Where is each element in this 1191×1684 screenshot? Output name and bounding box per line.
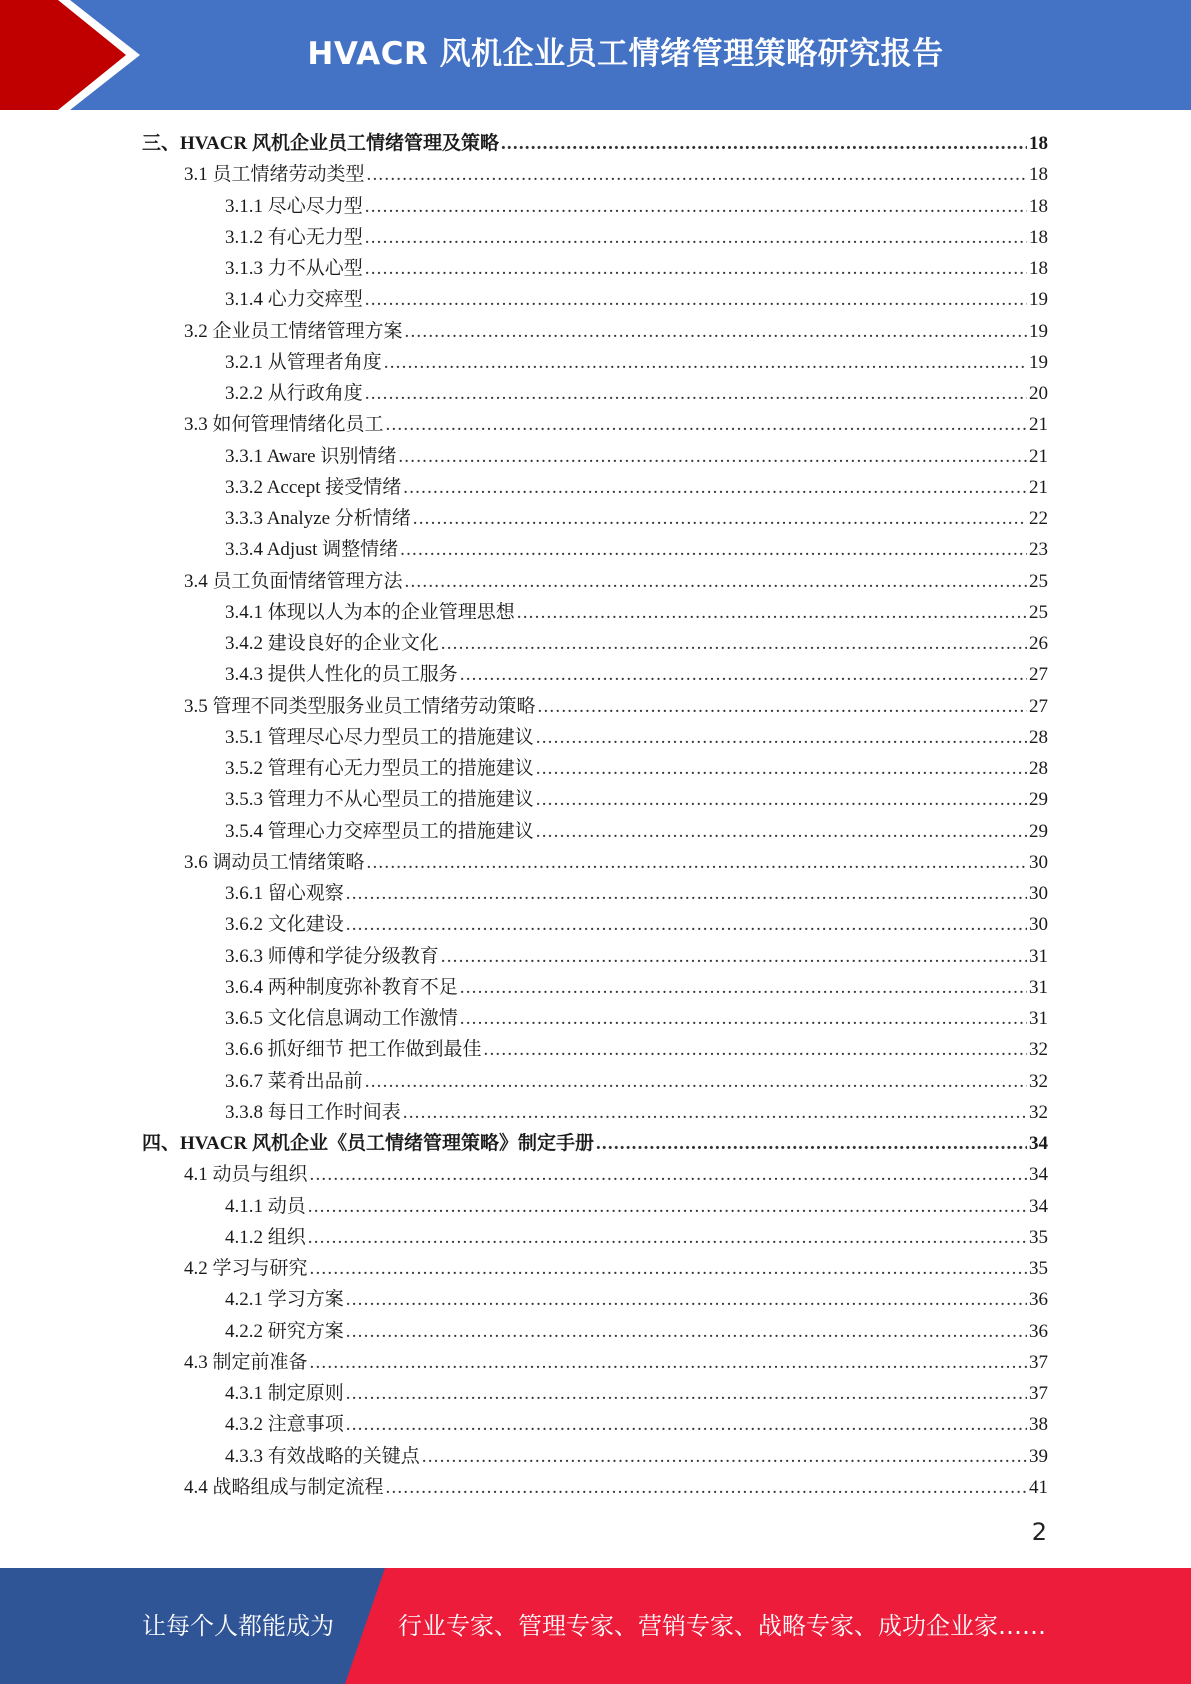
toc-entry-page: 41 (1029, 1476, 1048, 1498)
toc-entry-label: 3.5.4 管理心力交瘁型员工的措施建议 (225, 820, 534, 842)
toc-entry-content (225, 722, 1048, 749)
toc-entry[interactable] (0, 1347, 1191, 1378)
toc-entry[interactable] (0, 1441, 1191, 1472)
toc-entry-page: 34 (1029, 1133, 1048, 1154)
toc-dot-leader (536, 727, 1027, 749)
toc-entry-label: 4.1.2 组织 (225, 1226, 306, 1248)
toc-entry-label: 3.4.1 体现以人为本的企业管理思想 (225, 601, 515, 623)
toc-entry-label: 4.2 学习与研究 (184, 1258, 308, 1279)
toc-entry[interactable] (0, 691, 1191, 722)
toc-entry[interactable] (0, 316, 1191, 347)
toc-entry[interactable] (0, 284, 1191, 315)
toc-entry-label: 3.6.2 文化建设 (225, 914, 344, 936)
toc-entry-content (225, 816, 1048, 843)
toc-entry-label: 4.4 战略组成与制定流程 (184, 1476, 384, 1498)
toc-entry-page: 32 (1029, 1070, 1048, 1092)
toc-dot-leader (403, 1102, 1027, 1124)
toc-dot-leader (400, 539, 1027, 561)
toc-entry-label: 3.5.3 管理力不从心型员工的措施建议 (225, 789, 534, 811)
toc-dot-leader (365, 383, 1027, 405)
toc-entry-content (184, 159, 1048, 186)
toc-dot-leader (386, 414, 1027, 436)
toc-entry-content (184, 1253, 1048, 1280)
toc-entry[interactable] (0, 1034, 1191, 1065)
toc-entry[interactable] (0, 1066, 1191, 1097)
toc-entry-content (142, 128, 1048, 155)
toc-entry-page: 34 (1029, 1164, 1048, 1186)
toc-entry-page: 36 (1029, 1289, 1048, 1311)
toc-dot-leader (413, 508, 1027, 530)
toc-entry-content (225, 441, 1048, 468)
toc-entry-content (225, 347, 1048, 374)
toc-entry[interactable] (0, 941, 1191, 972)
toc-dot-leader (596, 1133, 1027, 1155)
toc-entry-content (225, 378, 1048, 405)
toc-entry-page: 32 (1029, 1039, 1048, 1061)
toc-entry-label: 三、HVACR 风机企业员工情绪管理及策略 (142, 133, 499, 154)
toc-entry-page: 31 (1029, 945, 1048, 967)
toc-entry-label: 3.6.6 抓好细节 把工作做到最佳 (225, 1039, 482, 1061)
toc-entry[interactable] (0, 878, 1191, 909)
toc-entry-page: 18 (1029, 133, 1048, 154)
toc-entry[interactable] (0, 222, 1191, 253)
toc-entry-content (184, 1159, 1048, 1186)
toc-entry[interactable] (0, 1472, 1191, 1503)
toc-entry-content (225, 659, 1048, 686)
toc-dot-leader (310, 1352, 1027, 1374)
toc-dot-leader (405, 571, 1027, 593)
toc-entry-label: 4.3.3 有效战略的关键点 (225, 1445, 420, 1467)
toc-entry[interactable] (0, 191, 1191, 222)
toc-entry-content (184, 1347, 1048, 1374)
toc-entry-label: 4.2.2 研究方案 (225, 1320, 344, 1342)
toc-entry-content (225, 628, 1048, 655)
toc-entry[interactable] (0, 972, 1191, 1003)
toc-entry[interactable] (0, 566, 1191, 597)
toc-entry-label: 3.5.1 管理尽心尽力型员工的措施建议 (225, 726, 534, 748)
toc-entry-label: 3.2.1 从管理者角度 (225, 351, 382, 373)
toc-dot-leader (422, 1446, 1027, 1468)
toc-entry[interactable] (0, 1191, 1191, 1222)
toc-entry[interactable] (0, 409, 1191, 440)
toc-entry-label: 3.6.4 两种制度弥补教育不足 (225, 976, 458, 998)
toc-dot-leader (441, 946, 1027, 968)
table-of-contents (0, 128, 1191, 1503)
toc-entry[interactable] (0, 909, 1191, 940)
toc-entry-page: 29 (1029, 820, 1048, 842)
toc-entry-page: 27 (1029, 695, 1048, 717)
toc-entry-page: 18 (1029, 195, 1048, 217)
toc-dot-leader (536, 758, 1027, 780)
toc-dot-leader (460, 977, 1027, 999)
toc-entry-content (225, 1284, 1048, 1311)
toc-entry-page: 19 (1029, 351, 1048, 373)
toc-entry-page: 21 (1029, 445, 1048, 467)
toc-entry-label: 4.1 动员与组织 (184, 1164, 308, 1186)
toc-entry-page: 18 (1029, 226, 1048, 248)
toc-dot-leader (441, 633, 1027, 655)
toc-entry-page: 19 (1029, 320, 1048, 342)
toc-entry-page: 35 (1029, 1226, 1048, 1248)
toc-entry-label: 3.1.4 心力交瘁型 (225, 289, 363, 311)
toc-entry-label: 4.3 制定前准备 (184, 1351, 308, 1373)
toc-entry-content (225, 1191, 1048, 1218)
toc-dot-leader (346, 883, 1027, 905)
toc-entry[interactable] (0, 1159, 1191, 1190)
toc-entry-page: 18 (1029, 258, 1048, 279)
toc-entry[interactable] (0, 784, 1191, 815)
toc-dot-leader (365, 258, 1027, 280)
toc-entry-page: 23 (1029, 539, 1048, 561)
toc-entry-label: 4.3.2 注意事项 (225, 1414, 344, 1436)
toc-dot-leader (365, 196, 1027, 218)
toc-entry-content (225, 534, 1048, 561)
toc-dot-leader (310, 1258, 1027, 1280)
toc-entry-page: 26 (1029, 633, 1048, 654)
toc-entry-page: 38 (1029, 1414, 1048, 1436)
toc-entry-content (225, 941, 1048, 968)
toc-dot-leader (460, 664, 1027, 686)
toc-entry-content (184, 847, 1048, 874)
page-header (0, 0, 1191, 110)
toc-dot-leader (346, 1383, 1027, 1405)
toc-entry[interactable] (0, 534, 1191, 565)
toc-dot-leader (346, 914, 1027, 936)
toc-entry-label: 3.6.5 文化信息调动工作激情 (225, 1008, 458, 1029)
toc-entry-content (225, 1409, 1048, 1436)
toc-dot-leader (367, 164, 1027, 186)
toc-entry-content (225, 1222, 1048, 1249)
toc-entry[interactable] (0, 472, 1191, 503)
toc-entry-content (225, 1034, 1048, 1061)
toc-entry-content (225, 253, 1048, 280)
toc-entry-label: 3.4.2 建设良好的企业文化 (225, 633, 439, 654)
footer-slogan-right: 行业专家、管理专家、营销专家、战略专家、成功企业家…… (398, 1612, 1046, 1640)
toc-entry-page: 39 (1029, 1445, 1048, 1467)
toc-entry[interactable] (0, 847, 1191, 878)
toc-dot-leader (386, 1477, 1027, 1499)
toc-entry-page: 25 (1029, 601, 1048, 623)
page-number: 2 (1031, 1518, 1047, 1546)
toc-entry-content (225, 1441, 1048, 1468)
toc-dot-leader (536, 789, 1027, 811)
toc-entry-page: 35 (1029, 1258, 1048, 1279)
toc-entry[interactable] (0, 1316, 1191, 1347)
toc-entry-label: 3.3.4 Adjust 调整情绪 (225, 539, 399, 561)
toc-entry-content (225, 191, 1048, 218)
toc-entry-page: 28 (1029, 726, 1048, 748)
toc-entry-label: 3.2.2 从行政角度 (225, 383, 363, 404)
toc-dot-leader (365, 1071, 1027, 1093)
toc-entry-label: 3.1.2 有心无力型 (225, 226, 363, 248)
toc-dot-leader (308, 1227, 1027, 1249)
toc-entry-page: 25 (1029, 570, 1048, 592)
toc-entry-label: 3.4 员工负面情绪管理方法 (184, 570, 403, 592)
toc-entry[interactable] (0, 628, 1191, 659)
toc-entry-label: 3.5.2 管理有心无力型员工的措施建议 (225, 758, 534, 779)
toc-entry[interactable] (0, 378, 1191, 409)
toc-entry-page: 37 (1029, 1351, 1048, 1373)
toc-entry-content (225, 1097, 1048, 1124)
toc-entry-page: 28 (1029, 758, 1048, 779)
toc-dot-leader (398, 446, 1027, 468)
toc-entry[interactable] (0, 816, 1191, 847)
toc-dot-leader (346, 1321, 1027, 1343)
document-title: HVACR 风机企业员工情绪管理策略研究报告 (307, 36, 944, 72)
toc-entry-content (225, 472, 1048, 499)
toc-entry-page: 21 (1029, 414, 1048, 436)
toc-entry-page: 36 (1029, 1320, 1048, 1342)
toc-entry-page: 29 (1029, 789, 1048, 811)
toc-entry-page: 31 (1029, 1008, 1048, 1029)
toc-entry-page: 34 (1029, 1195, 1048, 1217)
toc-entry-content (225, 753, 1048, 780)
toc-dot-leader (346, 1414, 1027, 1436)
toc-entry[interactable] (0, 441, 1191, 472)
toc-entry-label: 3.4.3 提供人性化的员工服务 (225, 664, 458, 686)
toc-entry-label: 3.3.2 Accept 接受情绪 (225, 476, 402, 498)
toc-entry-label: 3.6 调动员工情绪策略 (184, 851, 365, 873)
toc-entry-page: 19 (1029, 289, 1048, 311)
toc-entry-content (225, 503, 1048, 530)
toc-entry[interactable] (0, 1097, 1191, 1128)
toc-entry-content (225, 1378, 1048, 1405)
toc-entry[interactable] (0, 159, 1191, 190)
page-footer (0, 1568, 1191, 1684)
toc-entry[interactable] (0, 753, 1191, 784)
toc-dot-leader (501, 133, 1027, 155)
toc-entry-label: 3.1.1 尽心尽力型 (225, 195, 363, 217)
toc-dot-leader (536, 821, 1027, 843)
toc-dot-leader (484, 1039, 1027, 1061)
toc-entry-label: 3.2 企业员工情绪管理方案 (184, 320, 403, 342)
toc-entry-label: 3.6.1 留心观察 (225, 883, 344, 904)
toc-entry[interactable] (0, 1378, 1191, 1409)
toc-entry-label: 3.1.3 力不从心型 (225, 258, 363, 279)
toc-dot-leader (517, 602, 1027, 624)
toc-entry-page: 27 (1029, 664, 1048, 686)
toc-entry-content (225, 1316, 1048, 1343)
toc-entry-label: 3.3 如何管理情绪化员工 (184, 414, 384, 436)
toc-entry[interactable] (0, 1003, 1191, 1034)
toc-entry[interactable] (0, 659, 1191, 690)
toc-entry-content (184, 316, 1048, 343)
toc-dot-leader (346, 1289, 1027, 1311)
toc-entry-content (225, 909, 1048, 936)
toc-entry-label: 3.1 员工情绪劳动类型 (184, 164, 365, 186)
toc-entry-content (225, 1003, 1048, 1030)
toc-entry-label: 3.6.3 师傅和学徒分级教育 (225, 945, 439, 967)
toc-entry-label: 3.3.3 Analyze 分析情绪 (225, 508, 411, 529)
toc-entry[interactable] (0, 347, 1191, 378)
toc-dot-leader (365, 289, 1027, 311)
toc-entry[interactable] (0, 722, 1191, 753)
toc-entry-label: 3.3.1 Aware 识别情绪 (225, 445, 397, 467)
toc-entry-page: 22 (1029, 508, 1048, 529)
toc-entry[interactable] (0, 128, 1191, 159)
toc-entry-page: 32 (1029, 1101, 1048, 1123)
toc-entry-page: 30 (1029, 914, 1048, 936)
toc-dot-leader (384, 352, 1027, 374)
toc-entry-page: 21 (1029, 476, 1048, 498)
toc-entry-content (142, 1128, 1048, 1155)
toc-dot-leader (538, 696, 1027, 718)
toc-entry[interactable] (0, 1284, 1191, 1315)
toc-entry-content (225, 597, 1048, 624)
toc-entry-label: 4.2.1 学习方案 (225, 1289, 344, 1311)
toc-entry-content (225, 222, 1048, 249)
toc-entry[interactable] (0, 253, 1191, 284)
toc-entry[interactable] (0, 597, 1191, 628)
toc-entry-content (225, 972, 1048, 999)
toc-dot-leader (403, 477, 1027, 499)
toc-entry[interactable] (0, 1222, 1191, 1253)
toc-entry-content (225, 878, 1048, 905)
toc-dot-leader (308, 1196, 1027, 1218)
toc-entry-content (225, 284, 1048, 311)
toc-entry-page: 20 (1029, 383, 1048, 404)
toc-dot-leader (365, 227, 1027, 249)
toc-entry-label: 4.1.1 动员 (225, 1195, 306, 1217)
toc-entry-label: 四、HVACR 风机企业《员工情绪管理策略》制定手册 (142, 1133, 594, 1154)
toc-entry-page: 18 (1029, 164, 1048, 186)
toc-dot-leader (367, 852, 1027, 874)
toc-entry[interactable] (0, 503, 1191, 534)
toc-entry-content (225, 784, 1048, 811)
toc-dot-leader (310, 1164, 1027, 1186)
toc-entry-page: 31 (1029, 976, 1048, 998)
toc-entry-page: 30 (1029, 883, 1048, 904)
toc-entry-content (225, 1066, 1048, 1093)
toc-entry[interactable] (0, 1128, 1191, 1159)
toc-entry-content (184, 566, 1048, 593)
toc-entry-label: 4.3.1 制定原则 (225, 1383, 344, 1404)
toc-entry-content (184, 691, 1048, 718)
footer-slogan-left: 让每个人都能成为 (142, 1612, 334, 1640)
toc-entry-page: 30 (1029, 851, 1048, 873)
toc-entry[interactable] (0, 1409, 1191, 1440)
toc-entry-label: 3.3.8 每日工作时间表 (225, 1101, 401, 1123)
toc-dot-leader (460, 1008, 1027, 1030)
toc-entry-page: 37 (1029, 1383, 1048, 1404)
toc-dot-leader (405, 321, 1027, 343)
toc-entry-label: 3.5 管理不同类型服务业员工情绪劳动策略 (184, 695, 536, 717)
toc-entry-content (184, 409, 1048, 436)
toc-entry-label: 3.6.7 菜肴出品前 (225, 1070, 363, 1092)
toc-entry[interactable] (0, 1253, 1191, 1284)
toc-entry-content (184, 1472, 1048, 1499)
